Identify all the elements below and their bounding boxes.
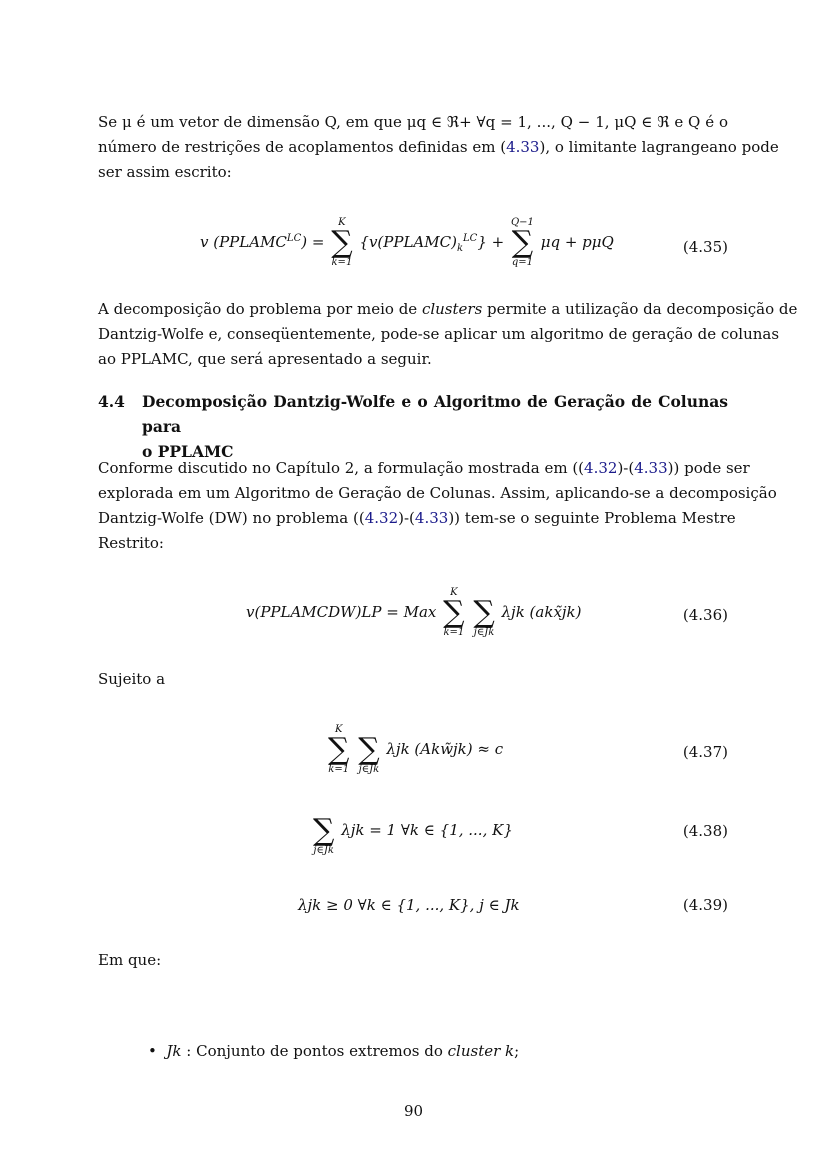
text-segment: A decomposição do problema por meio de xyxy=(98,300,422,318)
sum-lower-limit: j∈Jk xyxy=(473,627,495,638)
summation-symbol: ∑ j∈Jk xyxy=(358,732,380,775)
text-segment: Dantzig-Wolfe (DW) no problema (( xyxy=(98,509,365,527)
section-title-line: o PPLAMC xyxy=(142,442,234,461)
summation-symbol: K ∑ k=1 xyxy=(331,217,353,268)
section-number: 4.4 xyxy=(98,392,125,411)
section-heading xyxy=(98,389,728,461)
text-line xyxy=(98,297,798,322)
sum-lower-limit: j∈Jk xyxy=(313,845,334,856)
equation-4-38 xyxy=(98,806,728,866)
paragraph-subject-to: Sujeito a xyxy=(98,670,166,688)
paragraph-decomposition xyxy=(98,297,798,372)
text-segment: ), o limitante lagrangeano pode xyxy=(539,138,779,156)
sum-lower-limit: k=1 xyxy=(443,627,465,638)
eq-term: λjk (akx̃jk) xyxy=(501,603,582,621)
paragraph-lagrangean-intro xyxy=(98,110,779,185)
equation-body xyxy=(246,588,582,638)
bullet-text: ; xyxy=(514,1042,520,1060)
eq-superscript: LC xyxy=(286,233,302,244)
text-line: Dantzig-Wolfe e, conseqüentemente, pode-se aplicar um algoritmo de geração de colunas xyxy=(98,325,780,343)
equation-number: (4.36) xyxy=(682,606,728,624)
text-segment: número de restrições de acoplamentos definidas em ( xyxy=(98,138,507,156)
eq-term: λjk = 1 ∀k ∈ {1, ..., K} xyxy=(341,821,513,839)
text-line: ao PPLAMC, que será apresentado a seguir. xyxy=(98,350,432,368)
eq-text: {v(PPLAMC) xyxy=(359,233,457,251)
page-number: 90 xyxy=(403,1102,424,1120)
eq-lhs: v(PPLAMCDW)LP = Max xyxy=(246,603,437,621)
equation-body xyxy=(311,806,513,856)
eq-term: μq + pμQ xyxy=(540,233,614,251)
summation-symbol: Q−1 ∑ q=1 xyxy=(510,217,534,268)
eq-text: ) = xyxy=(301,233,325,251)
equation-body xyxy=(326,725,503,775)
sum-lower-limit: k=1 xyxy=(328,764,350,775)
equation-number: (4.37) xyxy=(682,743,728,761)
bullet-symbol: Jk xyxy=(166,1042,182,1060)
summation-symbol: ∑ j∈Jk xyxy=(313,813,335,856)
equation-4-35 xyxy=(98,218,728,278)
equation-number: (4.35) xyxy=(682,238,728,256)
equation-reference-link[interactable]: 4.33 xyxy=(414,509,449,527)
sum-lower-limit: k=1 xyxy=(331,257,353,268)
equation-4-37 xyxy=(98,725,728,785)
summation-symbol: K ∑ k=1 xyxy=(443,587,465,638)
text-segment: Conforme discutido no Capítulo 2, a formulação mostrada em (( xyxy=(98,459,585,477)
equation-reference-link[interactable]: 4.33 xyxy=(506,138,540,156)
equation-reference-link[interactable]: 4.32 xyxy=(584,459,618,477)
text-line: explorada em um Algoritmo de Geração de Colunas. Assim, aplicando-se a decomposição xyxy=(98,484,777,502)
equation-body xyxy=(200,218,614,268)
sum-upper-limit: K xyxy=(334,724,343,735)
text-emphasis: clusters xyxy=(421,300,483,318)
eq-term xyxy=(359,233,505,254)
sum-lower-limit: j∈Jk xyxy=(358,764,380,775)
sum-upper-limit: K xyxy=(450,587,458,598)
text-line xyxy=(98,506,736,531)
text-segment: )) pode ser xyxy=(667,459,750,477)
eq-text: v (PPLAMC xyxy=(200,233,287,251)
section-title xyxy=(142,389,728,464)
eq-lhs xyxy=(200,233,324,251)
equation-body: λjk ≥ 0 ∀k ∈ {1, ..., K}, j ∈ Jk xyxy=(298,896,520,914)
eq-subscript: k xyxy=(456,243,464,254)
bullet-list-item xyxy=(148,1042,519,1060)
equation-number: (4.38) xyxy=(682,822,728,840)
text-line: Se μ é um vetor de dimensão Q, em que μq ∈ ℜ+ ∀q = 1, ..., Q − 1, μQ ∈ ℜ e Q é o xyxy=(98,113,728,131)
text-segment: )-( xyxy=(617,459,635,477)
equation-4-39 xyxy=(98,896,728,921)
paragraph-where: Em que: xyxy=(98,951,162,969)
summation-symbol: ∑ j∈Jk xyxy=(473,595,495,638)
eq-term: λjk (Akw̃jk) ≈ c xyxy=(386,740,504,758)
text-segment: permite a utilização da decomposição de xyxy=(482,300,798,318)
text-segment: )) tem-se o seguinte Problema Mestre xyxy=(448,509,736,527)
text-line: ser assim escrito: xyxy=(98,163,232,181)
sum-upper-limit: K xyxy=(338,217,346,228)
text-line xyxy=(98,456,750,481)
text-segment: )-( xyxy=(398,509,415,527)
equation-reference-link[interactable]: 4.32 xyxy=(364,509,399,527)
equation-number: (4.39) xyxy=(682,896,728,914)
paragraph-dantzig-wolfe xyxy=(98,456,777,556)
sum-lower-limit: q=1 xyxy=(511,257,534,268)
eq-superscript: LC xyxy=(463,233,478,244)
bullet-dot-icon: • xyxy=(148,1042,167,1060)
bullet-emphasis: cluster k xyxy=(447,1042,515,1060)
equation-4-36 xyxy=(98,588,728,648)
summation-symbol: K ∑ k=1 xyxy=(328,724,350,775)
equation-reference-link[interactable]: 4.33 xyxy=(634,459,668,477)
eq-text: } + xyxy=(477,233,505,251)
text-line xyxy=(98,135,779,160)
sum-upper-limit: Q−1 xyxy=(510,217,534,228)
text-line: Restrito: xyxy=(98,534,164,552)
section-title-line: Decomposição Dantzig-Wolfe e o Algoritmo de Geração de Colunas para xyxy=(142,392,728,436)
bullet-text: : Conjunto de pontos extremos do xyxy=(181,1042,448,1060)
